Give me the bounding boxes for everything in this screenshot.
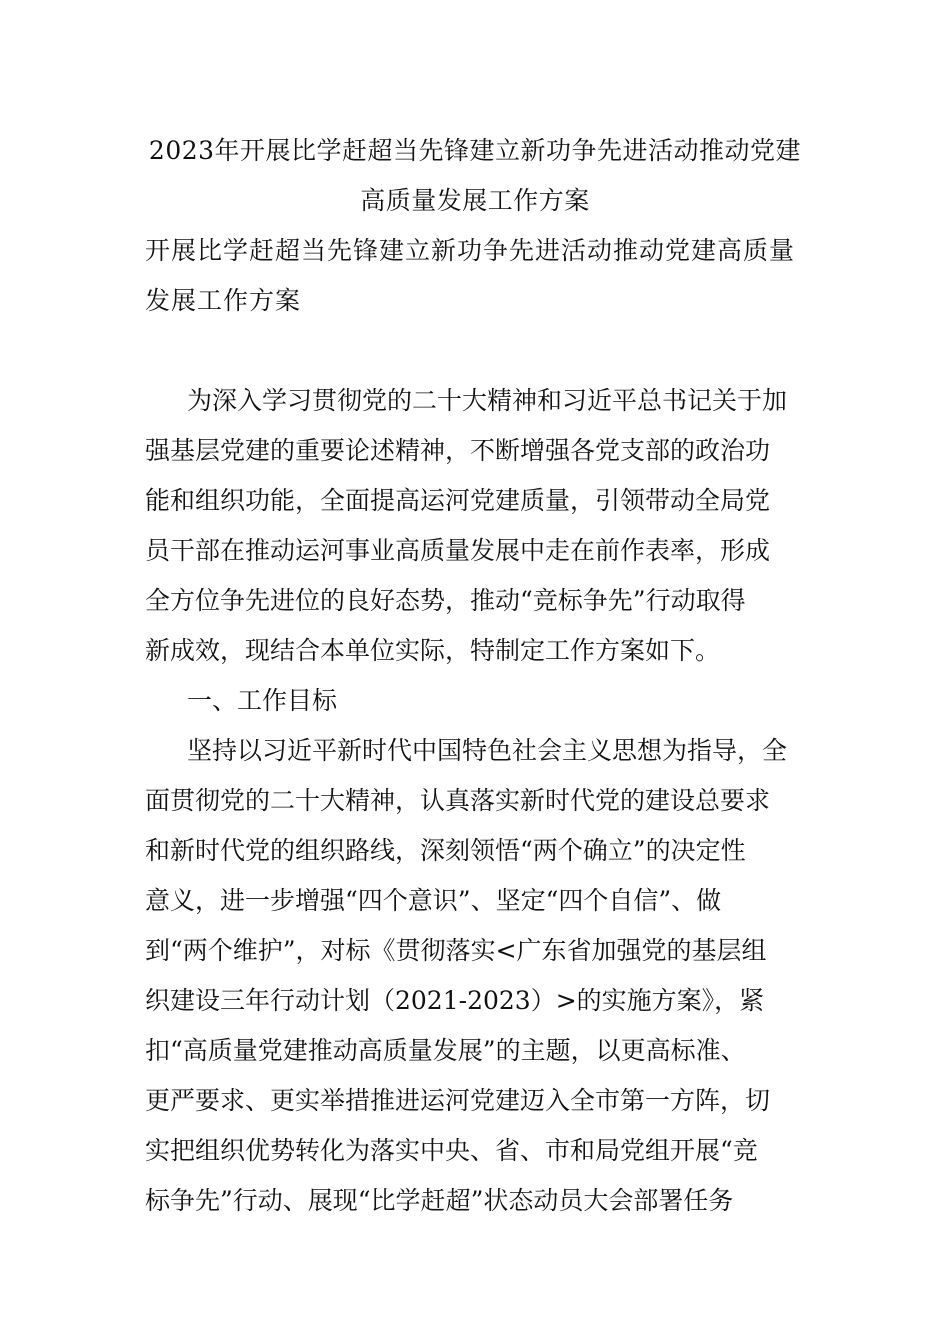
section-1-line-3: 和新时代党的组织路线，深刻领悟“两个确立”的决定性 [145,836,746,865]
section-1-line-7: 扣“高质量党建推动高质量发展”的主题，以更高标准、 [145,1036,746,1065]
section-1-line-8: 更严要求、更实举措推进运河党建迈入全市第一方阵，切 [145,1086,771,1115]
intro-line-3: 能和组织功能，全面提高运河党建质量，引领带动全局党 [145,486,771,515]
section-1-line-10: 标争先”行动、展现“比学赶超”状态动员大会部署任务 [145,1186,734,1215]
intro-line-6: 新成效，现结合本单位实际，特制定工作方案如下。 [145,636,721,665]
section-1-line-1: 坚持以习近平新时代中国特色社会主义思想为指导，全 [187,736,788,765]
intro-line-1: 为深入学习贯彻党的二十大精神和习近平总书记关于加 [187,386,788,415]
intro-line-4: 员干部在推动运河事业高质量发展中走在前作表率，形成 [145,536,771,565]
document-subtitle-line-1: 开展比学赶超当先锋建立新功争先进活动推动党建高质量 [145,236,796,265]
section-1-line-9: 实把组织优势转化为落实中央、省、市和局党组开展“竞 [145,1136,758,1165]
intro-line-2: 强基层党建的重要论述精神，不断增强各党支部的政治功 [145,436,771,465]
section-1-line-2: 面贯彻党的二十大精神，认真落实新时代党的建设总要求 [145,786,771,815]
document-title-line-1: 2023年开展比学赶超当先锋建立新功争先进活动推动党建 [148,136,802,165]
section-1-line-4: 意义，进一步增强“四个意识”、坚定“四个自信”、做 [145,886,722,915]
section-1-line-6: 织建设三年行动计划（2021-2023）>的实施方案》，紧 [145,986,765,1015]
intro-line-5: 全方位争先进位的良好态势，推动“竞标争先”行动取得 [145,586,746,615]
document-subtitle-line-2: 发展工作方案 [145,286,302,315]
section-1-heading: 一、工作目标 [187,686,338,715]
document-title-line-2: 高质量发展工作方案 [360,186,590,215]
section-1-line-5: 到“两个维护”，对标《贯彻落实<广东省加强党的基层组 [145,936,767,965]
